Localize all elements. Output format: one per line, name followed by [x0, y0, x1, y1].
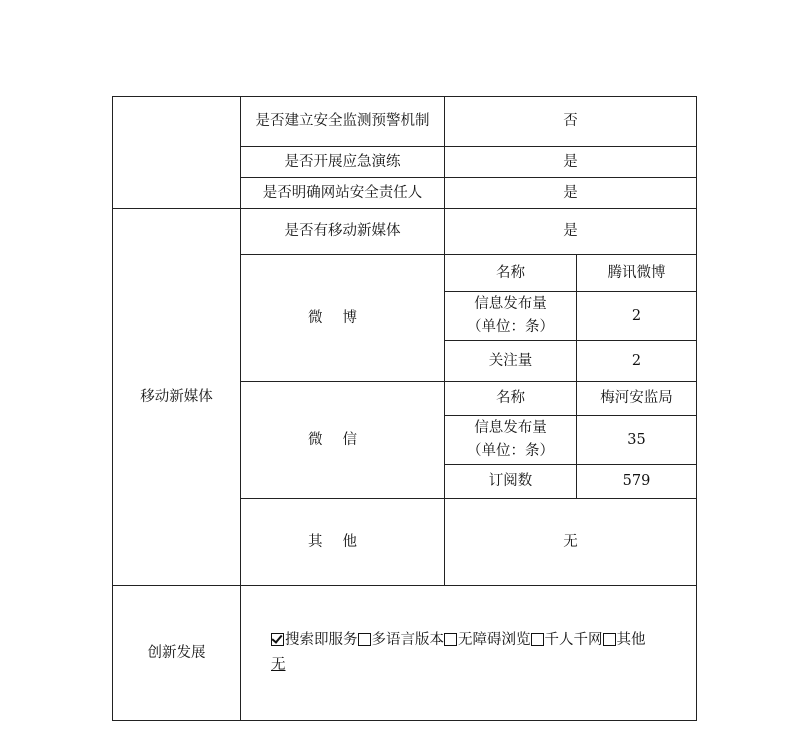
weibo-count-label-1: 信息发布量	[474, 296, 547, 312]
drill-label: 是否开展应急演练	[241, 147, 445, 178]
wechat-name-value: 梅河安监局	[577, 382, 697, 416]
wechat-label-text: 微信	[308, 431, 377, 448]
responsible-label: 是否明确网站安全责任人	[241, 178, 445, 209]
wechat-sub-value: 579	[577, 465, 697, 499]
responsible-value: 是	[445, 178, 697, 209]
security-section-cell	[113, 97, 241, 209]
weibo-label	[241, 255, 445, 382]
drill-value: 是	[445, 147, 697, 178]
innovation-options-cell	[241, 586, 697, 721]
checkbox-personalized[interactable]	[531, 633, 544, 646]
weibo-name-label: 名称	[445, 255, 577, 292]
weibo-name-value: 腾讯微博	[577, 255, 697, 292]
option-other: 其他	[616, 632, 646, 648]
website-report-table	[112, 96, 697, 721]
other-media-label	[241, 499, 445, 586]
wechat-name-label: 名称	[445, 382, 577, 416]
innovation-note: 无	[271, 657, 286, 673]
wechat-count-label-1: 信息发布量	[474, 420, 547, 436]
checkbox-other[interactable]	[603, 633, 616, 646]
option-accessibility: 无障碍浏览	[458, 632, 531, 648]
has-media-label: 是否有移动新媒体	[241, 209, 445, 255]
checkbox-accessibility[interactable]	[444, 633, 457, 646]
media-section-label: 移动新媒体	[113, 209, 241, 586]
other-media-value: 无	[445, 499, 697, 586]
weibo-follow-value: 2	[577, 341, 697, 382]
option-multilingual: 多语言版本	[371, 632, 444, 648]
wechat-label	[241, 382, 445, 499]
weibo-count-value: 2	[577, 292, 697, 341]
checkbox-search-service[interactable]	[271, 633, 284, 646]
weibo-count-label	[445, 292, 577, 341]
option-personalized: 千人千网	[544, 632, 603, 648]
innovation-options	[271, 628, 690, 653]
wechat-count-label	[445, 416, 577, 465]
weibo-label-text: 微博	[308, 309, 377, 326]
wechat-count-label-2: （单位：条）	[467, 443, 554, 459]
option-search-service: 搜索即服务	[285, 632, 358, 648]
weibo-follow-label: 关注量	[445, 341, 577, 382]
has-media-value: 是	[445, 209, 697, 255]
wechat-count-value: 35	[577, 416, 697, 465]
checkbox-multilingual[interactable]	[358, 633, 371, 646]
weibo-count-label-2: （单位：条）	[467, 319, 554, 335]
other-media-label-text: 其他	[308, 533, 377, 550]
monitoring-label: 是否建立安全监测预警机制	[241, 97, 445, 147]
monitoring-value: 否	[445, 97, 697, 147]
wechat-sub-label: 订阅数	[445, 465, 577, 499]
innovation-label: 创新发展	[113, 586, 241, 721]
